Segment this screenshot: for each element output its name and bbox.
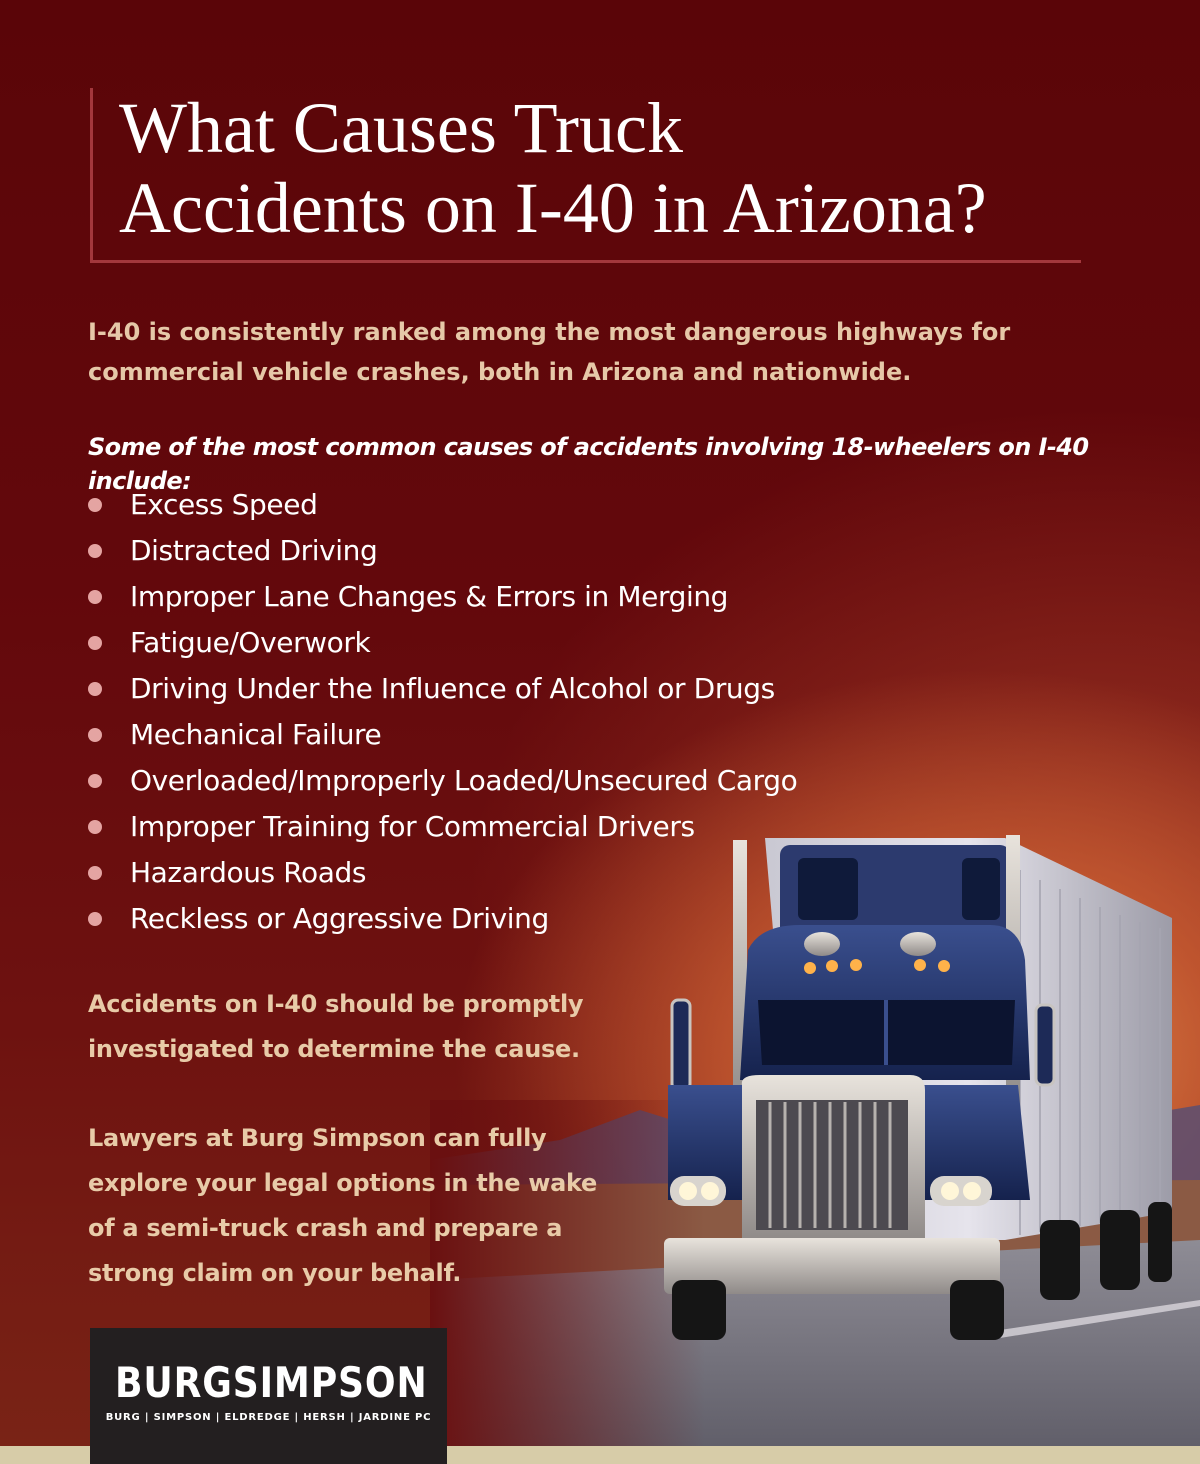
causes-lead: Some of the most common causes of accidents involving 18-wheelers on I-40 include: [88, 433, 1089, 495]
bullet-dot-icon [88, 728, 102, 742]
bullet-dot-icon [88, 820, 102, 834]
cause-label: Improper Lane Changes & Errors in Merging [130, 580, 729, 613]
cause-label: Hazardous Roads [130, 856, 367, 889]
investigation-note: Accidents on I-40 should be promptly investigated to determine the cause. [88, 990, 584, 1063]
intro-paragraph: I-40 is consistently ranked among the most dangerous highways for commercial vehicle crashes, both in Arizona and nationwide. [88, 318, 1011, 386]
page-title [119, 88, 987, 248]
bullet-dot-icon [88, 498, 102, 512]
cause-label: Distracted Driving [130, 534, 378, 567]
bullet-dot-icon [88, 544, 102, 558]
logo-wordmark: BURGSIMPSON [114, 1358, 428, 1407]
bullet-dot-icon [88, 774, 102, 788]
bullet-dot-icon [88, 866, 102, 880]
cause-label: Driving Under the Influence of Alcohol or Drugs [130, 672, 775, 705]
cause-label: Overloaded/Improperly Loaded/Unsecured Cargo [130, 764, 798, 797]
cause-label: Excess Speed [130, 488, 318, 521]
cause-label: Improper Training for Commercial Drivers [130, 810, 695, 843]
bullet-dot-icon [88, 590, 102, 604]
bullet-dot-icon [88, 912, 102, 926]
bullet-dot-icon [88, 636, 102, 650]
cause-label: Mechanical Failure [130, 718, 382, 751]
logo-tagline: BURG | SIMPSON | ELDREDGE | HERSH | JARDINE PC [105, 1412, 432, 1423]
burg-simpson-logo [90, 1328, 447, 1464]
title-block [90, 88, 1081, 263]
bullet-dot-icon [88, 682, 102, 696]
lawyers-note: Lawyers at Burg Simpson can fully explore your legal options in the wake of a semi-truck crash and prepare a strong claim on your behalf. [88, 1124, 597, 1287]
page-title-line-2: Accidents on I-40 in Arizona? [119, 168, 987, 248]
page-title-line-1: What Causes Truck [119, 88, 683, 168]
cause-label: Reckless or Aggressive Driving [130, 902, 549, 935]
cause-label: Fatigue/Overwork [130, 626, 371, 659]
